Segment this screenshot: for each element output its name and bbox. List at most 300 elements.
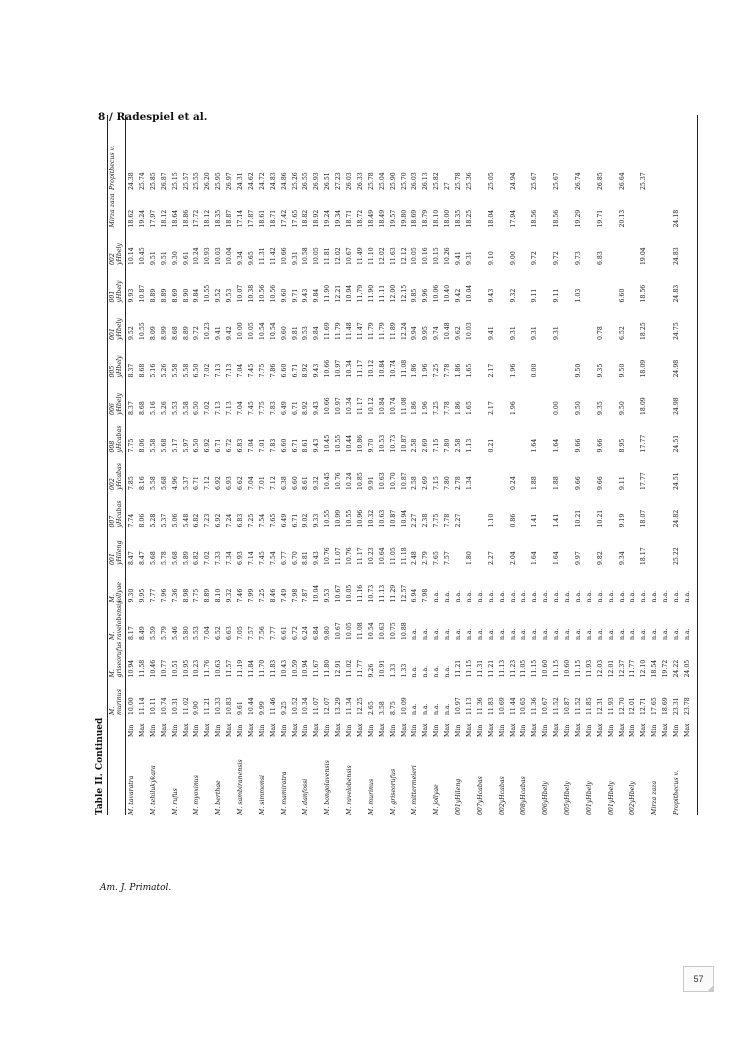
table-cell: 12.01 [607,659,615,678]
table-cell: 1.88 [531,476,539,490]
table-cell: n.a. [433,703,441,715]
table-cell: 7.77 [149,588,157,603]
table-cell: 25.90 [389,172,397,190]
table-cell: 23.31 [673,697,680,715]
table-cell: n.a. [542,628,550,640]
table-cell: 9.43 [313,363,321,378]
table-cell: 11.08 [400,397,408,415]
table-cell: 18.00 [444,209,452,228]
table-cell: 24.83 [673,247,680,265]
table-cell: 18.56 [531,209,539,228]
table-cell: 1.86 [455,363,462,378]
table-cell: 5.80 [182,626,190,640]
table-cell: 26.87 [160,172,168,190]
table-cell: 9.35 [596,363,604,378]
table-cell: 2.79 [422,551,430,565]
table-cell: 2.27 [411,513,419,528]
table-cell: 10.04 [465,284,473,303]
row-stat: Min [433,724,441,737]
table-cell: n.a. [465,590,473,603]
table-cell: 11.83 [487,697,495,715]
table-cell: 10.86 [356,434,364,453]
table-cell: 9.43 [313,401,321,415]
table-cell: 5.68 [171,551,179,565]
table-cell: 7.13 [215,363,223,378]
table-cell: 10.69 [498,697,506,715]
row-stat: Min [128,724,135,737]
table-cell: 7.46 [237,588,244,603]
table-cell: 7.01 [258,438,266,453]
table-cell: 11.16 [356,584,364,603]
table-cell: 18.56 [640,284,648,303]
table-cell: 10.70 [389,472,397,490]
table-cell: 10.60 [542,659,550,678]
table-cell: 10.67 [335,622,343,640]
table-cell: n.a. [487,590,495,603]
table-cell: 18.04 [487,209,495,228]
table-cell: 10.24 [346,472,353,490]
table-cell: 26.03 [411,172,419,190]
table-cell: 7.24 [226,513,234,528]
table-cell: 11.13 [465,697,473,715]
table-cell: 17.97 [149,209,157,228]
table-cell: 5.16 [149,363,157,378]
table-cell: n.a. [607,628,615,640]
table-cell: 18.17 [640,547,648,565]
table-cell: 10.05 [411,247,419,265]
table-cell: 9.30 [171,251,179,265]
table-cell: 11.31 [258,247,266,265]
table-cell: 6.77 [280,551,288,565]
column-header: 008 yHcabas [109,425,123,453]
table-cell: 9.94 [411,326,419,340]
table-cell: 12.21 [335,284,343,303]
row-stat: Max [487,723,495,737]
table-cell: 5.68 [160,476,168,490]
table-cell: 9.66 [574,438,582,453]
table-cell: 11.15 [531,659,539,678]
row-stat: Min [149,724,157,737]
table-cell: 11.80 [324,659,332,678]
table-cell: 0.24 [509,476,517,490]
table-cell: 10.73 [367,584,375,603]
row-stat: Max [291,723,299,737]
table-cell: 10.66 [280,247,288,265]
table-cell: 10.55 [346,509,353,528]
table-cell: n.a. [498,590,506,603]
table-cell: 10.63 [215,659,223,678]
column-header: M. griseorufus [109,641,123,678]
table-cell: 7.65 [433,551,441,565]
table-cell: 24.51 [673,434,680,453]
table-cell: 6.71 [291,363,299,378]
table-cell: n.a. [542,590,550,603]
table-cell: 11.07 [335,547,343,565]
table-cell: 7.99 [247,588,255,603]
table-cell: 10.87 [138,284,146,303]
table-cell: 9.80 [324,626,332,640]
row-stat: Min [258,724,266,737]
table-cell: 12.02 [335,247,343,265]
table-cell: 5.79 [160,626,168,640]
table-cell: 9.31 [465,251,473,265]
table-cell: 9.96 [422,288,430,303]
table-cell: 11.05 [520,659,528,678]
table-cell: 18.10 [433,209,441,228]
table-cell: 10.85 [356,472,364,490]
table-cell: 2.38 [422,513,430,528]
table-cell: 10.94 [302,659,310,678]
table-cell: 18.49 [367,209,375,228]
row-stat: Max [335,723,343,737]
table-cell: 10.04 [226,247,234,265]
row-stat: Max [618,723,626,737]
table-cell: 9.65 [247,251,255,265]
table-cell: 11.77 [356,659,364,678]
row-label: M. myoxinus [193,775,201,815]
row-stat: Max [204,723,212,737]
table-cell: 5.97 [182,438,190,453]
table-cell: 9.32 [313,476,321,490]
table-cell: 6.70 [291,551,299,565]
table-cell: n.a. [498,628,506,640]
table-cell: 26.13 [422,172,430,190]
column-header: Mirza zaza [109,193,116,228]
table-cell: 24.83 [673,284,680,303]
table-cell: 7.56 [258,626,266,640]
table-cell: 9.31 [553,326,561,340]
table-cell: 8.68 [171,326,179,340]
table-cell: 6.71 [193,476,201,490]
table-cell: 8.92 [302,363,310,378]
table-cell: 7.15 [433,476,441,490]
table-cell: 1.65 [465,363,473,378]
table-cell: 11.79 [356,284,364,303]
table-cell: 11.90 [367,284,375,303]
table-cell: 18.87 [226,209,234,228]
table-cell: 10.23 [193,659,201,678]
table-cell: n.a. [411,703,419,715]
row-label: Propithecus v. [673,770,680,815]
row-label: M. simmonsi [258,774,266,815]
row-label: M. tavaratra [128,775,135,815]
table-cell: 19.71 [596,209,604,228]
table-cell: 10.67 [542,697,550,715]
table-cell: 10.16 [422,247,430,265]
column-header: 001 yHbely [109,280,123,303]
table-cell: 9.84 [313,288,321,303]
table-cell: 10.56 [258,284,266,303]
table-cell: 9.72 [553,251,561,265]
table-cell: 10.05 [346,622,353,640]
row-label: 002yHbely [629,781,637,815]
table-cell: 10.65 [520,697,528,715]
table-cell: 10.54 [258,322,266,340]
table-cell: 9.61 [182,251,190,265]
table-cell: 10.12 [367,397,375,415]
table-cell: 26.97 [226,172,234,190]
table-cell: 11.21 [204,697,212,715]
table-cell: 12.91 [335,659,343,678]
table-cell: 11.15 [553,659,561,678]
table-cell: n.a. [520,590,528,603]
table-cell: 8.37 [128,363,135,378]
column-header: M. murinus [109,689,123,715]
table-cell: n.a. [444,665,452,678]
table-cell: n.a. [596,590,604,603]
table-cell: 10.75 [389,622,397,640]
row-stat: Min [193,724,201,737]
table-cell: 26.85 [596,172,604,190]
row-label: M. bongolavensis [324,760,332,815]
row-stat: Min [607,724,615,737]
table-cell: 25.67 [553,172,561,190]
table-cell: 10.84 [378,397,386,415]
table-cell: 9.60 [280,288,288,303]
table-cell: 10.67 [335,584,343,603]
table-cell: 18.92 [313,209,321,228]
table-cell: 10.66 [324,397,332,415]
table-cell: 7.04 [247,438,255,453]
table-cell: n.a. [629,628,637,640]
table-bottom-rule [697,115,698,815]
table-cell: 10.05 [247,322,255,340]
table-cell: 7.57 [444,551,452,565]
table-cell: 10.03 [465,322,473,340]
table-cell: 6.84 [313,626,321,640]
table-cell: 10.56 [269,284,277,303]
table-cell: 12.37 [618,659,626,678]
column-header: M. jollyae [109,582,123,603]
running-header: 8 / Radespiel et al. [98,111,208,123]
table-cell: 9.84 [313,326,321,340]
table-cell: 18.12 [204,209,212,228]
table-cell: 10.74 [389,397,397,415]
table-cell: 26.74 [574,172,582,190]
table-cell: 7.36 [171,588,179,603]
row-stat: Max [226,723,234,737]
table-cell: 24.38 [128,172,135,190]
table-cell: 7.33 [215,551,223,565]
row-label: 001yHileng [455,778,462,815]
table-cell: 1.64 [531,551,539,565]
table-cell: 7.45 [258,551,266,565]
table-cell: 18.09 [640,359,648,378]
table-cell: 1.10 [487,513,495,528]
table-cell: 1.33 [389,663,397,678]
table-cell: 9.50 [618,363,626,378]
table-cell: 2.17 [487,363,495,378]
table-cell: n.a. [455,590,462,603]
table-cell: 20.13 [618,209,626,228]
row-stat: Min [455,724,462,737]
table-cell: 11.19 [237,659,244,678]
table-cell: 9.51 [149,251,157,265]
table-cell: 10.76 [346,547,353,565]
table-cell: 10.21 [596,509,604,528]
table-cell: 10.33 [215,697,223,715]
table-cell: 11.85 [585,697,593,715]
table-cell: 18.54 [651,659,659,678]
table-cell: 10.87 [389,509,397,528]
table-cell: 11.57 [226,659,234,678]
table-cell: 5.17 [171,438,179,453]
table-cell: n.a. [422,665,430,678]
table-cell: 8.46 [269,588,277,603]
table-cell: 7.01 [258,476,266,490]
row-stat: Min [673,724,680,737]
table-cell: n.a. [585,628,593,640]
table-cell: 1.86 [455,401,462,415]
table-cell: 2.27 [487,551,495,565]
table-cell: 11.84 [247,659,255,678]
rotated-table [95,115,700,815]
table-cell: n.a. [411,628,419,640]
row-label: 001yHbely [585,781,593,815]
table-cell: 11.93 [607,697,615,715]
table-caption: Table II. Continued [95,717,105,815]
table-cell: 9.95 [422,326,430,340]
table-cell: 9.53 [226,288,234,303]
table-cell: 11.81 [324,247,332,265]
row-label: Mirza zaza [651,780,659,815]
table-cell: 1.86 [411,401,419,415]
table-cell: 9.74 [433,326,441,340]
table-cell: 8.99 [160,326,168,340]
table-cell: 8.10 [215,588,223,603]
table-cell: 1.65 [465,401,473,415]
table-cell: 25.15 [171,172,179,190]
table-cell: 10.44 [346,434,353,453]
table-cell: 10.74 [160,697,168,715]
table-cell: 9.84 [193,288,201,303]
table-cell: 10.23 [367,547,375,565]
table-cell: 18.49 [378,209,386,228]
table-cell: 10.63 [378,509,386,528]
table-cell: n.a. [487,628,495,640]
table-cell: 26.55 [302,172,310,190]
table-cell: 9.41 [215,326,223,340]
table-cell: 10.87 [400,434,408,453]
table-cell: 5.68 [160,438,168,453]
table-cell: 7.13 [226,363,234,378]
table-cell: 6.49 [280,513,288,528]
table-cell: n.a. [618,628,626,640]
table-cell: 19.80 [400,209,408,228]
table-cell: 10.73 [389,434,397,453]
table-cell: 10.45 [138,247,146,265]
row-stat: Min [367,724,375,737]
table-cell: 11.17 [356,397,364,415]
table-cell: 7.54 [258,513,266,528]
table-cell: 10.58 [302,247,310,265]
table-cell: 9.73 [574,251,582,265]
table-cell: 10.54 [367,622,375,640]
table-cell: 11.23 [509,659,517,678]
row-stat: Min [237,724,244,737]
row-stat: Min [215,724,223,737]
table-cell: 10.55 [138,322,146,340]
table-cell: 9.43 [313,438,321,453]
row-stat: Max [553,723,561,737]
table-cell: 18.71 [269,209,277,228]
column-header: Propithecus v. [109,145,116,190]
table-cell: 9.31 [509,326,517,340]
table-cell: 11.15 [574,659,582,678]
table-cell: 9.51 [160,251,168,265]
table-cell: 24.75 [673,322,680,340]
table-cell: 24.83 [269,172,277,190]
table-cell: 9.95 [138,588,146,603]
row-label: M. rufus [171,788,179,815]
table-cell: n.a. [585,590,593,603]
table-cell: 2.65 [367,701,375,715]
table-cell: 18.69 [662,697,670,715]
table-cell: 17.14 [237,209,244,228]
row-label: M. mamiratra [280,771,288,815]
row-stat: Max [269,723,277,737]
table-cell: n.a. [683,628,691,640]
table-cell: 5.58 [149,476,157,490]
table-cell: 1.34 [465,476,473,490]
table-cell: 18.69 [411,209,419,228]
table-cell: 10.48 [444,322,452,340]
table-cell: 9.42 [455,288,462,303]
table-cell: 9.97 [574,551,582,565]
table-cell: 4.96 [171,476,179,490]
table-cell: n.a. [553,590,561,603]
table-cell: 12.25 [356,697,364,715]
row-stat: Min [564,724,571,737]
table-cell: 11.36 [476,697,484,715]
table-cell: 26.64 [618,172,626,190]
row-stat: Min [171,724,179,737]
table-cell: 11.02 [346,659,353,678]
row-label: 006yHbely [542,781,550,815]
row-stat: Min [346,724,353,737]
table-cell: n.a. [476,590,484,603]
table-cell: 9.50 [574,363,582,378]
table-cell: 9.50 [574,401,582,415]
table-cell: 1.13 [465,438,473,453]
table-cell: 10.05 [346,584,353,603]
table-cell: 18.25 [465,209,473,228]
table-cell: 2.48 [411,551,419,565]
table-cell: 7.65 [269,513,277,528]
table-cell: 10.96 [356,509,364,528]
table-cell: 9.34 [618,551,626,565]
table-cell: 24.94 [509,172,517,190]
table-cell: 8.89 [182,326,190,340]
table-cell: 6.71 [291,438,299,453]
table-cell: 18.07 [640,509,648,528]
table-cell: 6.52 [215,626,223,640]
table-cell: 7.12 [204,476,212,490]
table-cell: 19.04 [640,247,648,265]
row-label: M. tehilukykara [149,765,157,815]
row-label: M. griseorufus [389,768,397,815]
table-cell: n.a. [651,628,659,640]
table-cell: 10.97 [455,697,462,715]
table-cell: n.a. [444,590,452,603]
table-cell: 18.25 [640,322,648,340]
row-stat: Max [247,723,255,737]
row-stat: Min [280,724,288,737]
table-cell: 10.97 [335,397,343,415]
row-label: 007yHcabas [476,776,484,815]
table-cell: 10.03 [215,247,223,265]
table-cell: 10.64 [378,547,386,565]
